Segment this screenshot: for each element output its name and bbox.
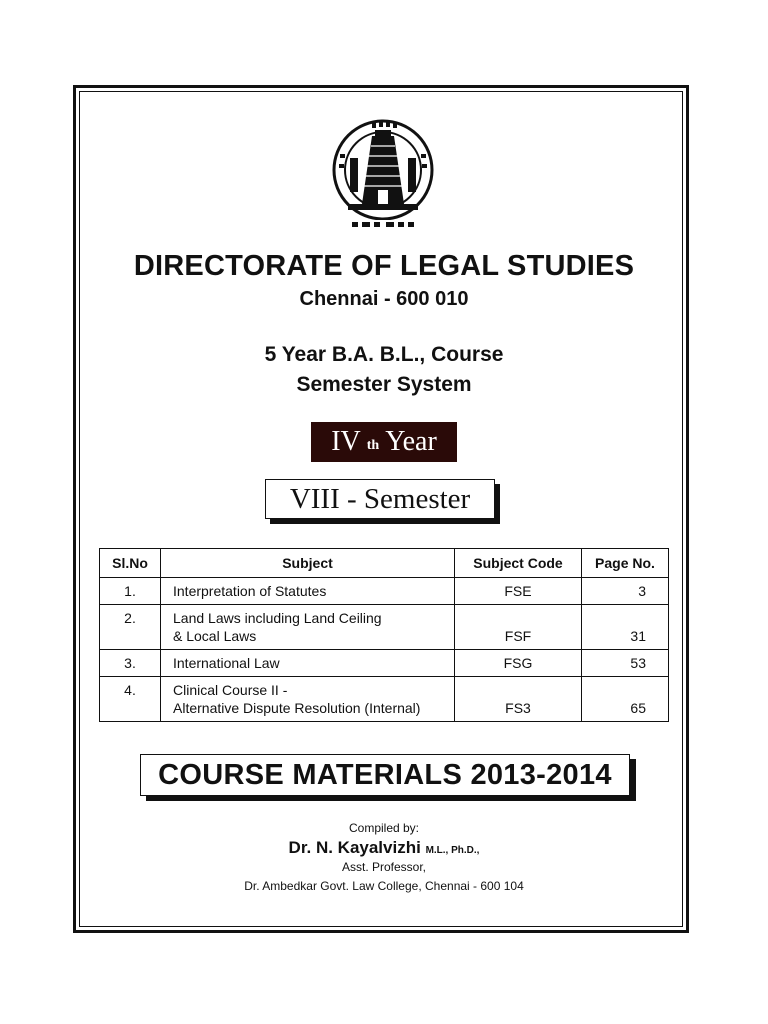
author-degrees: M.L., Ph.D., bbox=[425, 845, 480, 856]
subject-line: & Local Laws bbox=[173, 628, 257, 644]
cell-page: 53 bbox=[582, 650, 669, 677]
table-row bbox=[100, 650, 669, 677]
col-header-slno: Sl.No bbox=[100, 549, 161, 578]
author-position: Asst. Professor, bbox=[341, 860, 427, 874]
cell-code: FS3 bbox=[455, 677, 582, 722]
cell-slno: 1. bbox=[100, 578, 161, 605]
year-word: Year bbox=[385, 426, 437, 457]
cell-subject bbox=[161, 677, 455, 722]
year-roman: IV bbox=[331, 426, 361, 457]
cell-subject bbox=[161, 650, 455, 677]
year-suffix: th bbox=[366, 438, 380, 453]
subject-line: International Law bbox=[173, 655, 280, 671]
subject-line: Land Laws including Land Ceiling bbox=[173, 610, 382, 626]
city-line: Chennai - 600 010 bbox=[299, 288, 469, 310]
table-row bbox=[100, 578, 669, 605]
cell-slno: 4. bbox=[100, 677, 161, 722]
subject-line: Interpretation of Statutes bbox=[173, 583, 327, 599]
cell-slno: 2. bbox=[100, 605, 161, 650]
cell-code: FSF bbox=[455, 605, 582, 650]
cell-page: 3 bbox=[582, 578, 669, 605]
author-college: Dr. Ambedkar Govt. Law College, Chennai - 600 104 bbox=[244, 879, 524, 893]
author-name-text: Dr. N. Kayalvizhi bbox=[288, 838, 421, 857]
cell-code: FSE bbox=[455, 578, 582, 605]
subject-line: Clinical Course II - bbox=[173, 682, 288, 698]
system-line: Semester System bbox=[296, 373, 472, 396]
cell-subject bbox=[161, 605, 455, 650]
tamil-nadu-emblem-icon bbox=[332, 118, 434, 232]
subject-line: Alternative Dispute Resolution (Internal) bbox=[173, 700, 421, 716]
table-row bbox=[100, 677, 669, 722]
col-header-subject: Subject bbox=[161, 549, 455, 578]
table-row bbox=[100, 605, 669, 650]
col-header-code: Subject Code bbox=[455, 549, 582, 578]
semester-banner: VIII - Semester bbox=[265, 479, 495, 519]
subjects-table bbox=[99, 548, 669, 722]
year-banner bbox=[311, 422, 457, 462]
table-header-row bbox=[100, 549, 669, 578]
cell-code: FSG bbox=[455, 650, 582, 677]
page-title: DIRECTORATE OF LEGAL STUDIES bbox=[133, 250, 635, 282]
cell-page: 65 bbox=[582, 677, 669, 722]
col-header-page: Page No. bbox=[582, 549, 669, 578]
cell-subject bbox=[161, 578, 455, 605]
compiled-by-label: Compiled by: bbox=[348, 821, 420, 835]
cell-slno: 3. bbox=[100, 650, 161, 677]
cell-page: 31 bbox=[582, 605, 669, 650]
author-name bbox=[0, 838, 768, 858]
course-line: 5 Year B.A. B.L., Course bbox=[264, 343, 504, 366]
course-materials-banner: COURSE MATERIALS 2013-2014 bbox=[140, 754, 630, 796]
